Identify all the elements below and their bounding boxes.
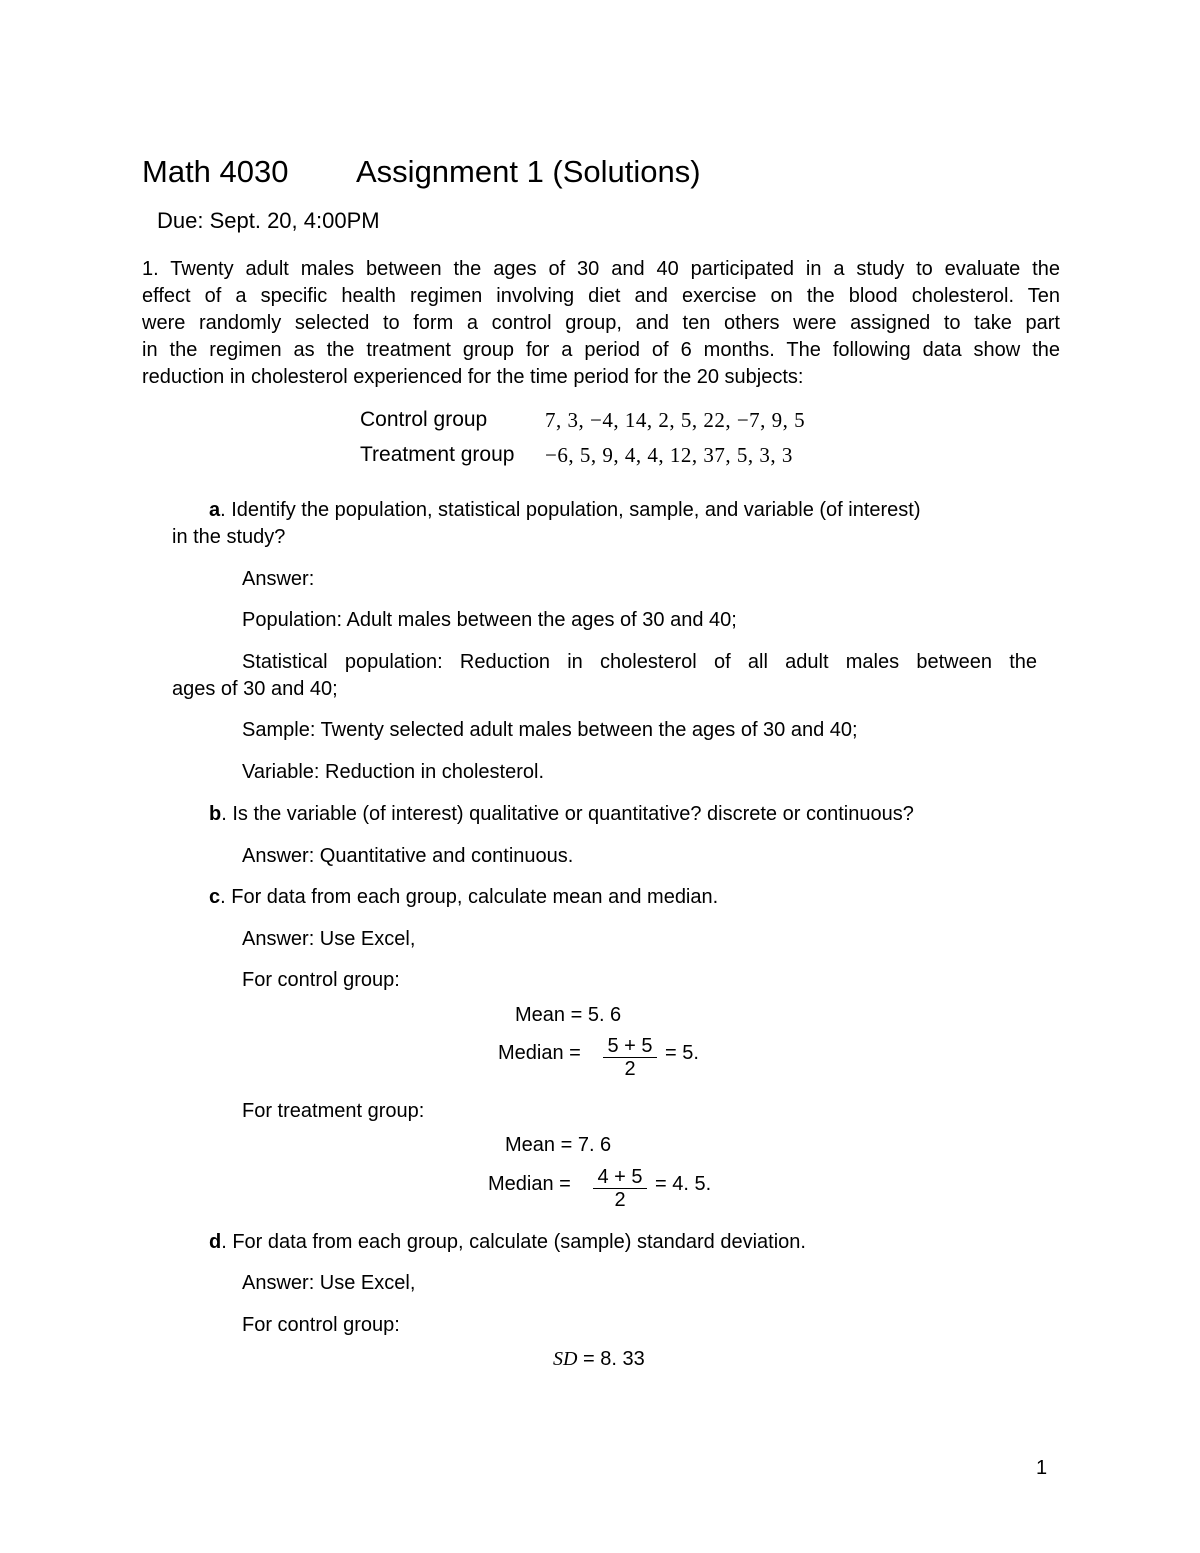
- answer-population: Population: Adult males between the ages of 30 and 40;: [242, 609, 737, 631]
- control-median-fraction: [603, 1036, 657, 1079]
- assignment-title: Assignment 1 (Solutions): [356, 154, 701, 189]
- treatment-mean: Mean = 7. 6: [505, 1134, 612, 1156]
- control-group-heading: For control group:: [242, 1314, 400, 1336]
- part-a-question: a. Identify the population, statistical population, sample, and variable (of interest): [209, 499, 921, 521]
- treatment-median-result: = 4. 5.: [655, 1173, 712, 1195]
- part-b-answer: Answer: Quantitative and continuous.: [242, 845, 574, 867]
- treatment-group-label: Treatment group: [360, 443, 515, 466]
- fraction-numerator: 4 + 5: [597, 1166, 643, 1188]
- fraction-denominator: 2: [614, 1189, 626, 1211]
- fraction-denominator: 2: [624, 1058, 636, 1080]
- part-d-question: d. For data from each group, calculate (sample) standard deviation.: [209, 1231, 806, 1253]
- problem-line: effect of a specific health regimen involving diet and exercise on the blood cholesterol. Ten: [142, 285, 1060, 307]
- treatment-median-label: Median =: [488, 1173, 571, 1195]
- problem-line: reduction in cholesterol experienced for the time period for the 20 subjects:: [142, 366, 804, 388]
- part-letter: a: [209, 499, 221, 521]
- part-letter: b: [209, 803, 222, 825]
- answer-variable: Variable: Reduction in cholesterol.: [242, 761, 545, 783]
- part-b-question: b. Is the variable (of interest) qualitative or quantitative? discrete or continuous?: [209, 803, 914, 825]
- course-title: Math 4030: [142, 154, 289, 189]
- problem-line: 1. Twenty adult males between the ages of 30 and 40 participated in a study to evaluate the: [142, 258, 1060, 280]
- due-date: Due: Sept. 20, 4:00PM: [157, 208, 380, 233]
- control-mean: Mean = 5. 6: [515, 1004, 622, 1026]
- part-c-answer: Answer: Use Excel,: [242, 928, 416, 950]
- sd-symbol: SD: [553, 1348, 578, 1370]
- problem-1-statement: [142, 256, 1060, 391]
- part-letter: c: [209, 886, 221, 908]
- treatment-median-fraction: [593, 1167, 647, 1210]
- part-letter: d: [209, 1231, 222, 1253]
- part-c-question: c. For data from each group, calculate mean and median.: [209, 886, 719, 908]
- control-median-result: = 5.: [665, 1042, 699, 1064]
- control-sd: [553, 1348, 645, 1371]
- control-group-values: 7, 3, −4, 14, 2, 5, 22, −7, 9, 5: [545, 408, 806, 432]
- control-median-label: Median =: [498, 1042, 581, 1064]
- part-d-answer: Answer: Use Excel,: [242, 1272, 416, 1294]
- part-a-question-cont: in the study?: [172, 526, 286, 548]
- treatment-group-heading: For treatment group:: [242, 1100, 425, 1122]
- control-group-heading: For control group:: [242, 969, 400, 991]
- answer-label: Answer:: [242, 568, 315, 590]
- answer-sample: Sample: Twenty selected adult males between the ages of 30 and 40;: [242, 719, 858, 741]
- problem-line: in the regimen as the treatment group for a period of 6 months. The following data show the: [142, 339, 1060, 361]
- control-group-label: Control group: [360, 408, 488, 431]
- problem-line: were randomly selected to form a control group, and ten others were assigned to take part: [142, 312, 1060, 334]
- answer-statistical-population-cont: ages of 30 and 40;: [172, 678, 338, 700]
- page-number: 1: [1036, 1457, 1048, 1479]
- answer-statistical-population: Statistical population: Reduction in cholesterol of all adult males between the: [242, 651, 1037, 673]
- treatment-group-values: −6, 5, 9, 4, 4, 12, 37, 5, 3, 3: [545, 443, 793, 467]
- sd-value: = 8. 33: [583, 1348, 645, 1370]
- fraction-numerator: 5 + 5: [607, 1035, 653, 1057]
